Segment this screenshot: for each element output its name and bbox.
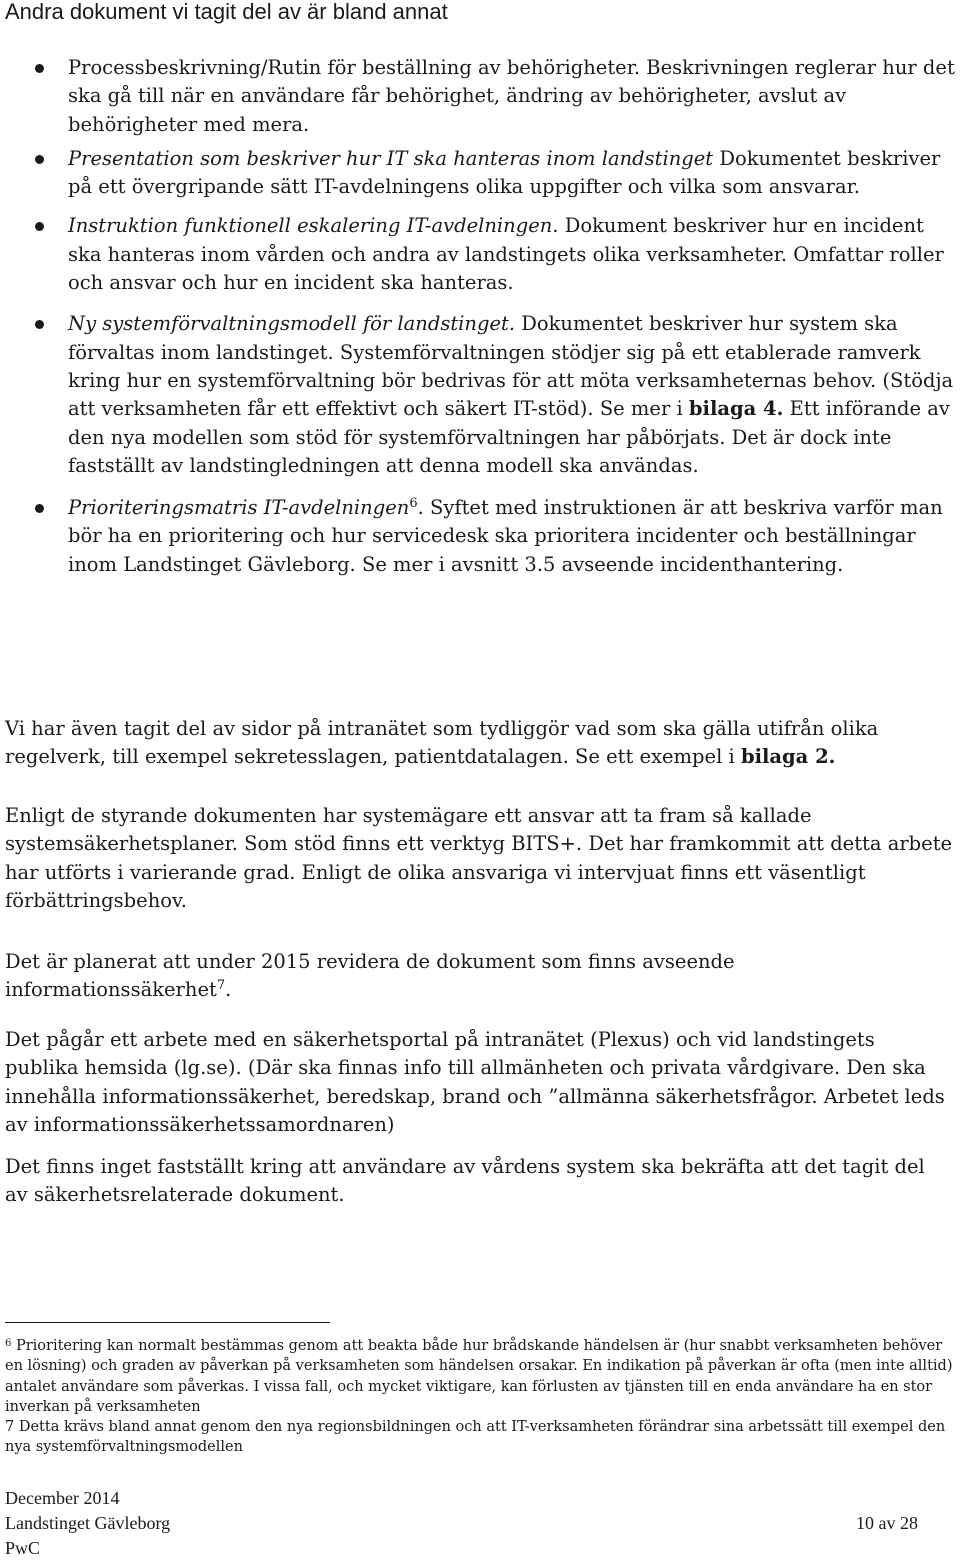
- item-title: Ny systemförvaltningsmodell för landstinget.: [68, 312, 516, 336]
- footnote-number: 6: [5, 1338, 12, 1349]
- paragraph-confirmation: Det finns inget fastställt kring att användare av vårdens system ska bekräfta att det tagit del av säkerhetsrelaterade dokument.: [5, 1155, 925, 1207]
- paragraph-security-portal: Det pågår ett arbete med en säkerhetsportal på intranätet (Plexus) och vid landstingets publika hemsida (lg.se). (Där ska finnas info till allmänheten och privata vårdgivare. Den ska innehålla informationssäkerhet, beredskap, brand och ”allmänna säkerhetsfrågor. Arbetet leds av informationssäkerhetssamordnaren): [5, 1028, 945, 1136]
- footer-organization: Landstinget Gävleborg: [5, 1513, 171, 1533]
- footnote-number: 7: [5, 1419, 15, 1435]
- item-text-continued: Ett införande av den nya modellen som stöd för systemförvaltningen har påbörjats. Det är dock inte fastställt av landstingledningen att denna modell ska användas.: [68, 397, 950, 477]
- footnote-text: Detta krävs bland annat genom den nya regionsbildningen och att IT-verksamheten förändrar sina arbetssätt till exempel den nya systemförvaltningsmodellen: [5, 1419, 946, 1456]
- item-text: Processbeskrivning/Rutin för beställning av behörigheter. Beskrivningen reglerar hur det ska gå till när en användare får behörighet, ändring av behörigheter, avslut av behörigheter med mera.: [68, 56, 955, 136]
- item-text: Dokumentet beskriver på ett övergripande sätt IT-avdelningens olika uppgifter och vilka som ansvarar.: [68, 146, 941, 199]
- page-number: 10 av 28: [856, 1513, 918, 1533]
- footnote-divider: [5, 1322, 330, 1323]
- footer-company: PwC: [5, 1538, 41, 1558]
- paragraph-system-owners: Enligt de styrande dokumenten har systemägare ett ansvar att ta fram så kallade systemsäkerhetsplaner. Som stöd finns ett verktyg BITS+. Det har framkommit att detta arbete har utförts i varierande grad. Enligt de olika ansvariga vi intervjuat finns ett väsentligt förbättringsbehov.: [5, 804, 953, 912]
- paragraph-text-end: .: [225, 978, 232, 1002]
- bullet-icon: [35, 64, 44, 73]
- appendix-reference: bilaga 4.: [688, 397, 784, 421]
- paragraph-intranet: [5, 715, 953, 772]
- document-list: [0, 54, 960, 594]
- item-title: Prioriteringsmatris IT-avdelningen: [68, 496, 410, 520]
- footnote-reference: 7: [216, 978, 226, 994]
- paragraph-revision: [5, 948, 953, 1005]
- paragraph-text: Det är planerat att under 2015 revidera de dokument som finns avseende informationssäkerhet: [5, 950, 735, 1002]
- list-item: [0, 212, 960, 297]
- bullet-icon: [35, 320, 44, 329]
- paragraph-text: Vi har även tagit del av sidor på intranätet som tydliggör vad som ska gälla utifrån olika regelverk, till exempel sekretesslagen, patientdatalagen. Se ett exempel i: [5, 717, 879, 769]
- footnote-reference: 6: [409, 496, 418, 512]
- list-item: [0, 54, 960, 139]
- item-text: Dokument beskriver hur en incident ska hanteras inom vården och andra av landstingets olika verksamheter. Omfattar roller och ansvar och hur en incident ska hanteras.: [68, 214, 944, 295]
- footer-date: December 2014: [5, 1488, 120, 1508]
- appendix-reference: bilaga 2.: [740, 745, 836, 769]
- item-text: Dokumentet beskriver hur system ska förvaltas inom landstinget. Systemförvaltningen stödjer sig på ett etablerade ramverk kring hur en systemförvaltning bör bedrivas för att möta verksamheternas behov. (Stödja att verksamheten får ett effektivt och säkert IT-stöd). Se mer i: [68, 312, 954, 421]
- section-heading: Andra dokument vi tagit del av är bland annat: [5, 0, 448, 24]
- footnote-text: Prioritering kan normalt bestämmas genom att beakta både hur brådskande händelsen är (hur snabbt verksamheten behöver en lösning) och graden av påverkan på verksamheten som händelsen orsakar. En indikation på påverkan är ofta (men inte alltid) antalet användare som påverkas. I vissa fall, och mycket viktigare, kan förlusten av tjänsten till en enda användare ha en stor inverkan på verksamheten: [5, 1338, 953, 1415]
- footnote-6: [5, 1336, 953, 1417]
- list-item: [0, 494, 960, 579]
- bullet-icon: [35, 222, 44, 231]
- bullet-icon: [35, 155, 44, 164]
- list-item: [0, 145, 960, 202]
- footnote-7: [5, 1417, 953, 1458]
- list-item: [0, 310, 960, 480]
- item-text: . Syftet med instruktionen är att beskriva varför man bör ha en prioritering och hur servicedesk ska prioritera incidenter och beställningar inom Landstinget Gävleborg. Se mer i avsnitt 3.5 avseende incidenthantering.: [68, 496, 943, 576]
- bullet-icon: [35, 504, 44, 513]
- item-title: Presentation som beskriver hur IT ska hanteras inom landstinget: [68, 146, 714, 170]
- item-title: Instruktion funktionell eskalering IT-avdelningen.: [68, 214, 559, 238]
